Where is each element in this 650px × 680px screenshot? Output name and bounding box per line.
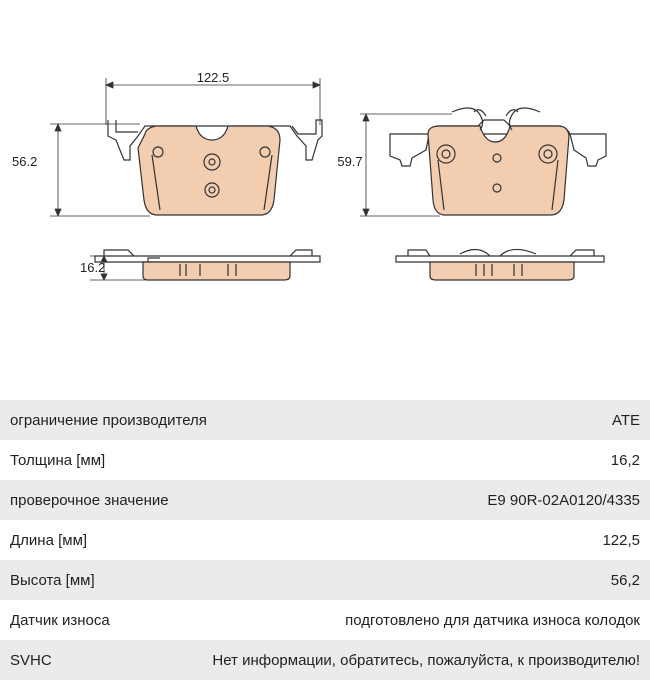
right-friction-material	[428, 126, 569, 215]
spec-row	[0, 560, 650, 600]
dimension-length-label: 122.5	[196, 70, 230, 85]
spec-row	[0, 480, 650, 520]
spec-label: Длина [мм]	[10, 531, 88, 549]
dimension-length	[106, 78, 320, 125]
spec-value: 16,2	[610, 451, 640, 469]
right-pad-front-view	[390, 108, 606, 215]
spec-label: Толщина [мм]	[10, 451, 106, 469]
left-pad-front-view	[108, 120, 322, 215]
right-side-friction	[430, 262, 574, 280]
spec-label: Высота [мм]	[10, 571, 95, 589]
spec-row	[0, 400, 650, 440]
spec-value: E9 90R-02A0120/4335	[487, 491, 640, 509]
left-pad-side-view	[95, 250, 320, 280]
dimension-thickness-label: 16.2	[80, 260, 106, 275]
spec-value: 56,2	[610, 571, 640, 589]
left-side-friction	[143, 262, 290, 280]
spec-value: 122,5	[602, 531, 640, 549]
spec-row	[0, 440, 650, 480]
spec-table	[0, 400, 650, 680]
dimension-height-right-label: 59.7	[337, 154, 363, 169]
spec-value: ATE	[611, 411, 640, 429]
spec-row	[0, 640, 650, 680]
spec-label: Датчик износа	[10, 611, 110, 629]
spec-value: подготовлено для датчика износа колодок	[345, 611, 640, 629]
spec-label: ограничение производителя	[10, 411, 207, 429]
right-pad-side-view	[396, 249, 604, 280]
dimension-height-left-label: 56.2	[12, 154, 38, 169]
spec-row	[0, 520, 650, 560]
spec-value: Нет информации, обратитесь, пожалуйста, к производителю!	[212, 651, 640, 669]
dimension-height-left	[50, 124, 150, 216]
spec-row	[0, 600, 650, 640]
spec-label: проверочное значение	[10, 491, 169, 509]
spec-label: SVHC	[10, 651, 52, 669]
